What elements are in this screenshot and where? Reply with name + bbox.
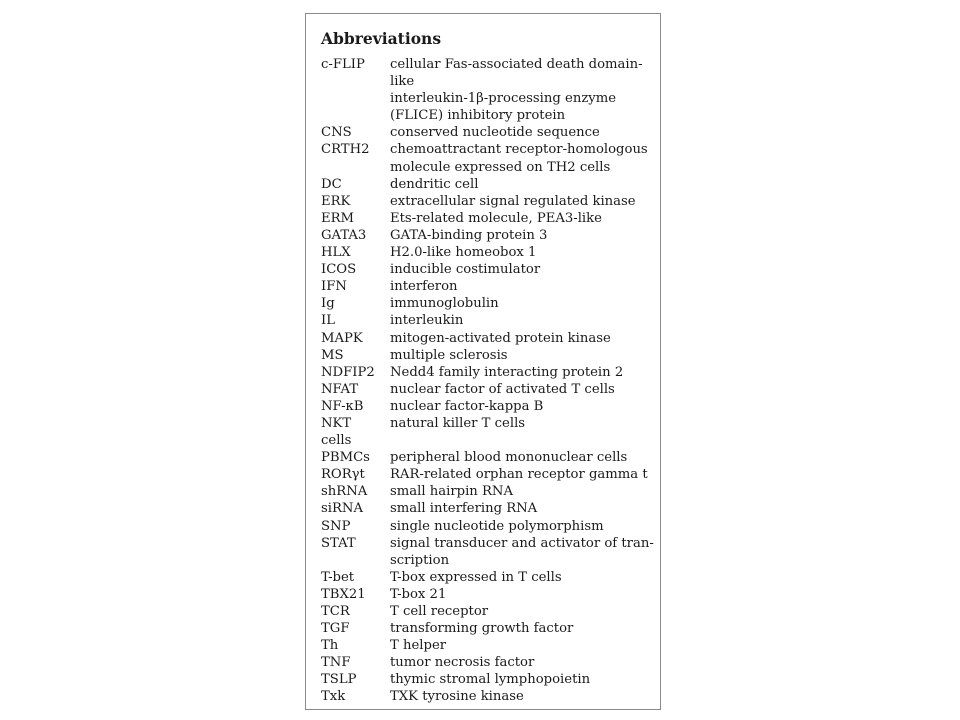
list-item <box>321 637 656 654</box>
abbreviation-definition: conserved nucleotide sequence <box>390 125 600 141</box>
list-item <box>321 518 656 535</box>
abbreviation-definition: tumor necrosis factor <box>390 655 535 671</box>
abbreviation-term: HLX <box>321 245 351 261</box>
list-item <box>321 483 656 500</box>
abbreviation-definition: inducible costimulator <box>390 262 541 278</box>
abbreviation-definition: T-box expressed in T cells <box>390 569 562 585</box>
list-item <box>321 124 656 141</box>
list-item <box>321 364 656 381</box>
abbreviation-definition: nuclear factor-kappa B <box>390 398 544 414</box>
abbreviation-term: ICOS <box>321 262 357 278</box>
abbreviation-definition: single nucleotide polymorphism <box>390 518 604 534</box>
abbreviation-term: IL <box>321 313 335 329</box>
list-item <box>321 261 656 278</box>
list-item <box>321 449 656 466</box>
list-item <box>321 415 656 449</box>
list-item <box>321 56 656 124</box>
abbreviation-definition: interferon <box>390 279 458 295</box>
abbreviation-definition: Ets-related molecule, PEA3-like <box>390 210 602 226</box>
abbreviation-term: TCR <box>321 604 350 619</box>
abbreviation-term: PBMCs <box>321 450 370 466</box>
abbreviation-term: TBX21 <box>321 586 366 602</box>
list-item <box>321 535 656 569</box>
abbreviation-term: Th <box>321 638 339 654</box>
abbreviation-term: siRNA <box>321 501 363 517</box>
list-item <box>321 295 656 312</box>
list-item <box>321 586 656 603</box>
list-item <box>321 210 656 227</box>
list-item <box>321 347 656 364</box>
abbreviation-term: CNS <box>321 125 352 141</box>
list-item <box>321 193 656 210</box>
abbreviation-definition: H2.0-like homeobox 1 <box>390 245 537 261</box>
list-item <box>321 654 656 671</box>
abbreviation-term: MS <box>321 347 344 363</box>
abbreviation-term: Ig <box>321 296 335 312</box>
abbreviation-definition: cellular Fas-associated death domain-like interleukin-1β-processing enzyme (FLICE) inhibitory protein <box>390 57 643 124</box>
list-item <box>321 312 656 329</box>
abbreviation-term: ERM <box>321 210 355 226</box>
list-item <box>321 569 656 586</box>
abbreviation-term: CRTH2 <box>321 142 370 158</box>
abbreviation-term: MAPK <box>321 330 363 346</box>
abbreviation-term: TSLP <box>321 672 357 688</box>
abbreviation-definition: peripheral blood mononuclear cells <box>390 450 628 466</box>
list-item <box>321 620 656 637</box>
abbreviation-term: Txk <box>321 689 346 705</box>
abbreviation-definition: transforming growth factor <box>390 621 574 637</box>
abbreviation-term: TNF <box>321 655 351 671</box>
abbreviation-term: STAT <box>321 535 356 551</box>
abbreviation-definition: extracellular signal regulated kinase <box>390 193 636 209</box>
abbreviation-term: TGF <box>321 621 350 637</box>
abbreviations-list <box>321 56 656 706</box>
abbreviation-term: DC <box>321 176 342 192</box>
abbreviation-definition: thymic stromal lymphopoietin <box>390 672 591 688</box>
list-item <box>321 227 656 244</box>
abbreviation-definition: Nedd4 family interacting protein 2 <box>390 364 624 380</box>
abbreviation-definition: natural killer T cells <box>390 415 526 431</box>
abbreviation-definition: GATA-binding protein 3 <box>390 227 548 243</box>
abbreviation-term: RORγt <box>321 467 365 483</box>
abbreviation-definition: nuclear factor of activated T cells <box>390 381 615 397</box>
list-item <box>321 500 656 517</box>
abbreviation-definition: multiple sclerosis <box>390 347 508 363</box>
list-item <box>321 278 656 295</box>
abbreviation-term: T-bet <box>321 569 355 585</box>
abbreviation-term: shRNA <box>321 484 368 500</box>
abbreviation-term: GATA3 <box>321 227 367 243</box>
abbreviation-term: SNP <box>321 518 351 534</box>
abbreviation-definition: T helper <box>390 638 447 654</box>
abbreviation-term: ERK <box>321 193 351 209</box>
abbreviation-definition: small interfering RNA <box>390 501 538 517</box>
abbreviation-definition: T cell receptor <box>390 604 489 619</box>
list-item <box>321 176 656 193</box>
list-item <box>321 141 656 175</box>
abbreviation-definition: T-box 21 <box>390 586 447 602</box>
list-item <box>321 688 656 705</box>
list-item <box>321 244 656 261</box>
abbreviation-definition: small hairpin RNA <box>390 484 513 500</box>
abbreviation-definition: signal transducer and activator of tran- scription <box>390 535 654 568</box>
abbreviation-definition: dendritic cell <box>390 176 479 192</box>
list-item <box>321 466 656 483</box>
abbreviation-term: IFN <box>321 279 347 295</box>
abbreviation-term: c-FLIP <box>321 57 365 72</box>
list-item <box>321 330 656 347</box>
abbreviations-title: Abbreviations <box>321 29 442 48</box>
abbreviations-box <box>305 13 661 710</box>
list-item <box>321 398 656 415</box>
abbreviation-definition: immunoglobulin <box>390 296 499 312</box>
abbreviation-term: NKT cells <box>321 415 352 449</box>
abbreviation-term: NDFIP2 <box>321 364 375 380</box>
abbreviation-definition: chemoattractant receptor-homologous molecule expressed on TH2 cells <box>390 142 648 175</box>
list-item <box>321 671 656 688</box>
abbreviation-definition: interleukin <box>390 313 464 329</box>
abbreviation-term: NF-κB <box>321 398 364 414</box>
list-item <box>321 381 656 398</box>
abbreviation-definition: TXK tyrosine kinase <box>390 689 524 705</box>
abbreviation-term: NFAT <box>321 381 359 397</box>
list-item <box>321 603 656 620</box>
abbreviation-definition: mitogen-activated protein kinase <box>390 330 611 346</box>
abbreviation-definition: RAR-related orphan receptor gamma t <box>390 467 648 483</box>
